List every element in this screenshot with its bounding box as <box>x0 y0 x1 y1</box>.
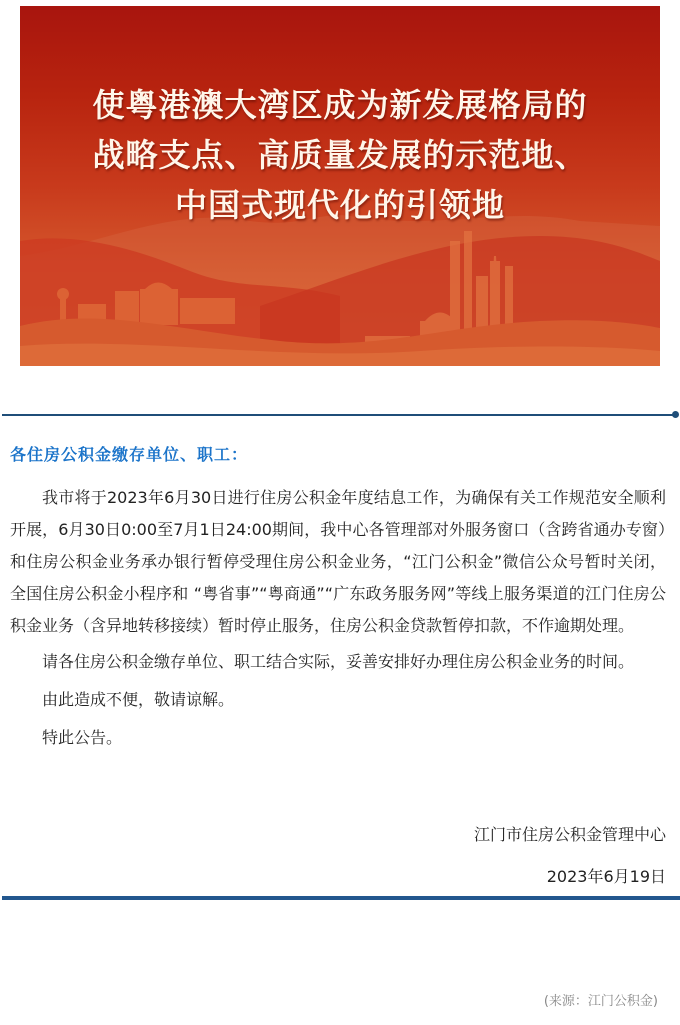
notice-paragraph-request: 请各住房公积金缴存单位、职工结合实际，妥善安排好办理住房公积金业务的时间。 <box>42 652 635 671</box>
notice-paragraph-closing: 特此公告。 <box>42 728 123 747</box>
banner-image <box>20 6 660 366</box>
notice-signature-block <box>474 814 666 898</box>
notice-signature: 江门市住房公积金管理中心 <box>473 825 666 844</box>
section-divider-line <box>2 414 674 416</box>
bottom-divider-bar <box>2 896 680 900</box>
notice-salutation: 各住房公积金缴存单位、职工： <box>10 445 249 464</box>
divider-dot-icon <box>672 411 679 418</box>
notice-paragraph-main: 我市将于2023年6月30日进行住房公积金年度结息工作，为确保有关工作规范安全顺利开展，6月30日0:00至7月1日24:00期间，我中心各管理部对外服务窗口（含跨省通办专窗）和住房公积金业务承办银行暂停受理住房公积金业务，“江门公积金”微信公众号暂时关闭，全国住房公积金小程序和 “粤省事”“粤商通”“广东政务服务网”等线上服务渠道的江门住房公积金业务（含异地转移接续）暂时停止服务，住房公积金贷款暂停扣款，不作逾期处理。 <box>10 488 666 635</box>
notice-paragraph-apology: 由此造成不便，敬请谅解。 <box>42 690 235 709</box>
source-credit: (来源：江门公积金) <box>543 994 658 1009</box>
banner-title-line-3: 中国式现代化的引领地 <box>174 186 505 224</box>
banner-title-line-1: 使粤港澳大湾区成为新发展格局的 <box>92 86 588 124</box>
banner-title <box>20 80 660 230</box>
banner-title-line-2: 战略支点、高质量发展的示范地、 <box>92 136 588 174</box>
notice-body <box>10 482 666 760</box>
notice-date: 2023年6月19日 <box>546 867 666 886</box>
